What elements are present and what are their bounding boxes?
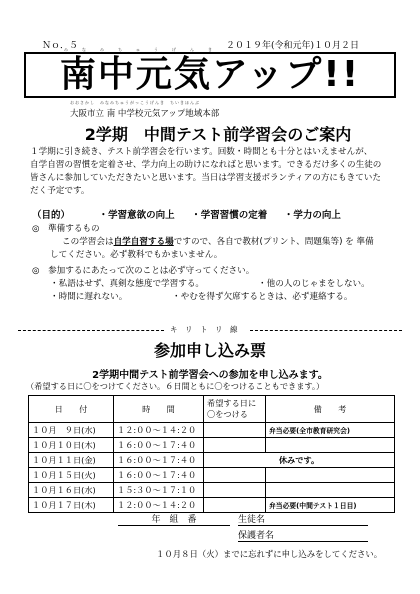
row-remark: 弁当必要(全市教育研究会) [266, 423, 395, 438]
cut-line-label: キ リ ト リ 線 [170, 325, 238, 334]
row-time: １６:００～１７:４０ [114, 453, 204, 468]
row-date: １０月１６日(水) [29, 483, 114, 498]
row-date: １０月１５日(火) [29, 468, 114, 483]
purpose-label: （目的） [32, 210, 71, 221]
row-remark [266, 468, 395, 483]
table-row [29, 468, 395, 483]
row-date: １０月１７日(木) [29, 498, 114, 513]
purpose-row [32, 207, 341, 221]
table-row [29, 438, 395, 453]
table-row [29, 483, 395, 498]
purpose-item: ・学習意欲の向上 [98, 210, 175, 221]
rules-section [32, 265, 404, 304]
issue-date: ２０１９年(令和元年)１０月２日 [226, 41, 360, 51]
rule-item: ・時間に遅れない。 [50, 292, 128, 302]
attend-checkbox[interactable] [204, 498, 266, 513]
purpose-item: ・学習習慣の定着 [191, 210, 268, 221]
table-row [29, 498, 395, 513]
publisher: 大阪市立 南 中学校元気アップ地域本部 [70, 109, 220, 119]
deadline-note: １０月８日（火）までに忘れずに申し込みをしてください。 [156, 549, 383, 559]
signup-table [28, 395, 395, 513]
col-header-attend: 希望する日に〇をつける [204, 396, 266, 423]
row-remark [266, 438, 395, 453]
row-time: １６:００～１７:４０ [114, 438, 204, 453]
col-header-date: 日 付 [29, 396, 114, 423]
row-time: １６:００～１７:４０ [114, 468, 204, 483]
class-field[interactable] [118, 512, 230, 526]
table-row [29, 453, 395, 468]
closed-day-merged-cell [204, 453, 395, 468]
issue-number: Ｎｏ．５ [42, 41, 79, 51]
cut-line-left [18, 330, 164, 331]
intro-line: １学期に引き続き、テスト前学習会を行います。回数・時間とも十分とはいえませんが、 [30, 147, 373, 157]
intro-line: 皆さんに参加していただきたいと思います。当日は学習支援ボランティアの方にもきていた [30, 173, 381, 183]
student-name-label: 生徒名 [238, 515, 266, 525]
rule-item: ・やむを得ず欠席するときは、必ず連絡する。 [172, 292, 353, 302]
attend-checkbox[interactable] [204, 483, 266, 498]
row-date: １０月１１日(金) [29, 453, 114, 468]
newsletter-title: 南中元気アップ!! [59, 54, 361, 95]
class-label: 年 組 番 [151, 515, 197, 525]
guardian-name-label: 保護者名 [238, 531, 275, 541]
prep-title: ◎ 準備するもの [32, 224, 100, 234]
row-time: １２:００～１４:２０ [114, 423, 204, 438]
row-remark [266, 483, 395, 498]
announcement-heading: 2学期 中間テスト前学習会のご案内 [84, 125, 352, 144]
prep-text: この学習会は [62, 237, 114, 247]
rule-item: ・私語はせず、真剣な態度で学習する。 [50, 279, 205, 289]
table-row [29, 423, 395, 438]
student-name-field[interactable] [238, 512, 368, 526]
attend-checkbox[interactable] [204, 438, 266, 453]
prep-text: ですので、各自で教材(プリント、問題集等) を 準備 [173, 237, 374, 247]
row-remark: 休みです。 [278, 454, 320, 465]
table-header-row [29, 396, 395, 423]
row-time: １２:００～１４:２０ [114, 498, 204, 513]
intro-line: だく予定です。 [30, 186, 90, 196]
guardian-name-field[interactable] [238, 528, 368, 542]
intro-paragraph [30, 146, 406, 198]
row-time: １５:３０～１７:１０ [114, 483, 204, 498]
row-date: １０月 ９日(水) [29, 423, 114, 438]
col-header-remarks: 備 考 [266, 396, 395, 423]
prep-emphasis: 自学自習する場 [113, 237, 174, 247]
intro-line: 自学自習の習慣を定着させ、学力向上の助けになればと思います。できるだけ多くの生徒の [30, 160, 382, 170]
col-header-time: 時 間 [114, 396, 204, 423]
rules-title: ◎ 参加するにあたって次のことは必ず守ってください。 [32, 266, 255, 276]
row-date: １０月１０日(木) [29, 438, 114, 453]
rule-item: ・他の人のじゃまをしない。 [258, 279, 370, 289]
row-remark: 弁当必要(中間テスト１日目) [266, 498, 395, 513]
newsletter-title-box [24, 52, 396, 98]
form-note: （希望する日に〇をつけてください。６日間ともに〇をつけることもできます。） [26, 381, 325, 391]
title-furigana: みなみちゅうげんき [64, 47, 226, 52]
cut-line-right [250, 330, 402, 331]
form-subtitle: 2学期中間テスト前学習会への参加を申し込みます。 [92, 370, 328, 381]
prep-text: してください。必ず教科でもかまいません。 [50, 250, 223, 260]
attend-checkbox[interactable] [204, 423, 266, 438]
attend-checkbox[interactable] [204, 468, 266, 483]
purpose-item: ・学力の向上 [283, 210, 341, 221]
prep-section [32, 223, 404, 262]
publisher-furigana: おおさかし みなみちゅうがっこうげんき ちいきほんぶ [70, 100, 200, 105]
form-title: 参加申し込み票 [153, 341, 266, 360]
